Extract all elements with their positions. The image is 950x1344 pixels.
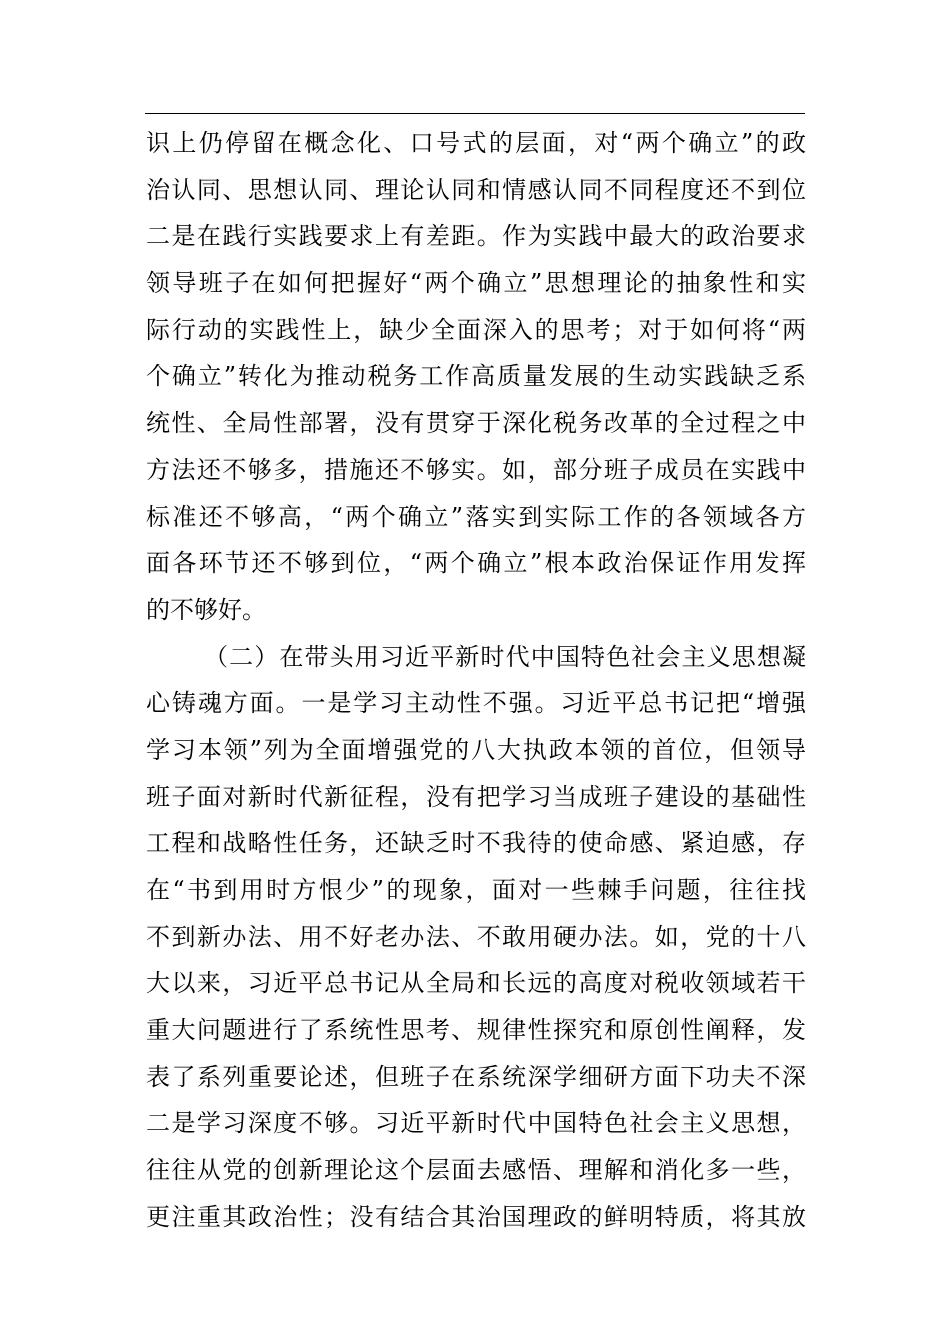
text-line: 识上仍停留在概念化、口号式的层面，对“两个确立”的政 [146, 129, 806, 157]
text-line: 在“书到用时方恨少”的现象，面对一些棘手问题，往往找 [146, 876, 806, 904]
paragraph-2 [146, 634, 806, 1241]
text-line: 工程和战略性任务，还缺乏时不我待的使命感、紧迫感，存 [146, 829, 806, 858]
text-line: 班子面对新时代新征程，没有把学习当成班子建设的基础性 [146, 782, 806, 811]
text-line: 二是学习深度不够。习近平新时代中国特色社会主义思想， [146, 1109, 806, 1138]
text-line: 方法还不够多，措施还不够实。如，部分班子成员在实践中 [146, 455, 806, 484]
text-line: 治认同、思想认同、理论认同和情感认同不同程度还不到位 [146, 175, 806, 204]
header-rule [145, 113, 805, 114]
text-line: 不到新办法、用不好老办法、不敢用硬办法。如，党的十八 [146, 922, 806, 951]
text-line: 标准还不够高，“两个确立”落实到实际工作的各领域各方 [146, 502, 806, 531]
text-line: 表了系列重要论述，但班子在系统深学细研方面下功夫不深 [146, 1062, 806, 1091]
text-line: 更注重其政治性；没有结合其治国理政的鲜明特质，将其放 [146, 1202, 806, 1231]
text-line: 际行动的实践性上，缺少全面深入的思考；对于如何将“两 [146, 315, 806, 344]
text-line: 统性、全局性部署，没有贯穿于深化税务改革的全过程之中 [146, 409, 806, 438]
text-line: 的不够好。 [146, 595, 266, 624]
paragraph-1 [146, 120, 806, 634]
body-text [146, 120, 806, 1241]
text-line: 重大问题进行了系统性思考、规律性探究和原创性阐释，发 [146, 1016, 806, 1045]
text-line: 面各环节还不够到位，“两个确立”根本政治保证作用发挥 [146, 549, 806, 578]
text-line: 个确立”转化为推动税务工作高质量发展的生动实践缺乏系 [146, 362, 806, 391]
text-line: 心铸魂方面。一是学习主动性不强。习近平总书记把“增强 [146, 689, 806, 718]
text-line: 大以来，习近平总书记从全局和长远的高度对税收领域若干 [146, 969, 806, 998]
text-line: 领导班子在如何把握好“两个确立”思想理论的抽象性和实 [146, 269, 806, 298]
text-line: 往往从党的创新理论这个层面去感悟、理解和消化多一些， [146, 1156, 806, 1185]
text-line: 二是在践行实践要求上有差距。作为实践中最大的政治要求 [146, 222, 806, 251]
text-line: （二）在带头用习近平新时代中国特色社会主义思想凝 [204, 642, 806, 671]
text-line: 学习本领”列为全面增强党的八大执政本领的首位，但领导 [146, 735, 806, 764]
